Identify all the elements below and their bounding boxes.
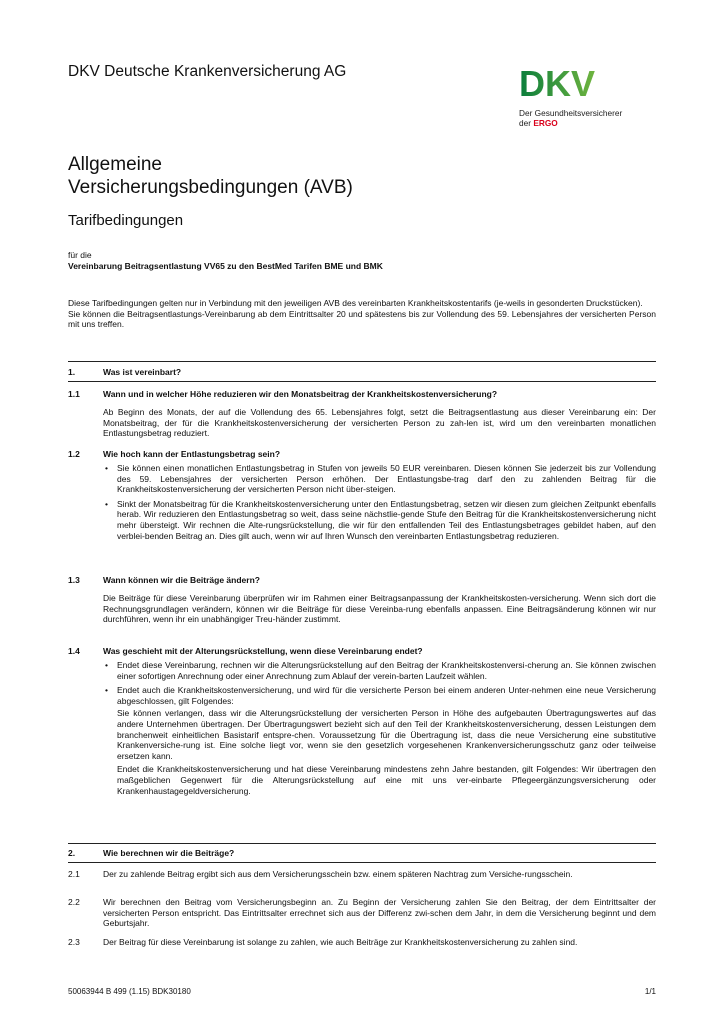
subsection-title: Wie hoch kann der Entlastungsbetrag sein? <box>103 449 281 459</box>
tagline-line1: Der Gesundheitsversicherer <box>519 108 623 118</box>
subsection-1-2-body <box>103 463 656 545</box>
page-number: 1/1 <box>644 987 656 996</box>
logo-tagline <box>519 108 659 128</box>
section-number: 2. <box>68 848 76 858</box>
subsection-2-1-text: Der zu zahlende Beitrag ergibt sich aus dem Versicherungsschein bzw. einem späteren Nachtrag zum Versiche-rungsschein. <box>103 869 573 879</box>
divider-section-2 <box>68 843 656 844</box>
title-line-1: Allgemeine <box>68 154 162 175</box>
title-line-2: Versicherungsbedingungen (AVB) <box>68 177 353 198</box>
tagline-line2 <box>519 118 659 128</box>
divider-section-1-bottom <box>68 381 656 382</box>
intro-paragraph-2: Sie können die Beitragsentlastungs-Vereinbarung ab dem Eintrittsalter 20 und spätestens bis zur Vollendung des 59. Lebensjahres der versicherten Person mit uns treffen. <box>68 308 656 330</box>
list-item-intro: • Endet auch die Krankheitskostenversicherung, und wird für die versicherte Person bei einem anderen Unter-nehmen eine neue Versicherung abgeschlossen, gilt Folgendes: <box>117 685 656 706</box>
document-title <box>68 153 353 199</box>
list-item-paragraph: Sie können verlangen, dass wir die Alterungsrückstellung der versicherten Person in Höhe des aufgebauten Übertragungswertes auf das andere Unternehmen übertragen. Der Übertragungswert bezieht sich auf den Teil der Krankheitskostenversicherung, dessen Leistungen dem branchenweit einheitlichen Basistarif entspre-chen. Voraussetzung für die Übertragung ist, dass die neue Versicherung eine substitutive Krankenversiche-rung ist. Eine solche liegt vor, wenn sie den gesetzlich vorgesehenen Krankenversicherungsschutz ganz oder teilweise ersetzen kann. <box>117 708 656 761</box>
subsection-title: Was geschieht mit der Alterungsrückstellung, wenn diese Vereinbarung endet? <box>103 646 423 656</box>
list-item-paragraph: Endet die Krankheitskostenversicherung und hat diese Vereinbarung mindestens zehn Jahre bestanden, gilt Folgendes: Wir übertragen den maßgeblichen Gegenwert für die Alterungsrückstellung auf eine mit uns ver-einbarte Pflegeergänzungsversicherung oder Krankenhaustagegeldversicherung. <box>117 764 656 796</box>
subsection-title: Wann können wir die Beiträge ändern? <box>103 575 260 585</box>
agreement-title: Vereinbarung Beitragsentlastung VV65 zu den BestMed Tarifen BME und BMK <box>68 261 383 271</box>
subsection-number: 1.3 <box>68 575 80 585</box>
footer-code: 50063944 B 499 (1.15) BDK30180 <box>68 987 191 996</box>
subsection-1-1-text: Ab Beginn des Monats, der auf die Vollendung des 65. Lebensjahres folgt, setzt die Beitragsentlastung aus dieser Vereinbarung ein: Der Monatsbeitrag, der für die Krankheitskostenversicherung der versicherten Person zu zah-len ist, wird um den vereinbarten monatlichen Entlastungsbetrag reduziert. <box>103 407 656 439</box>
divider-section-2-bottom <box>68 862 656 863</box>
dkv-logo-mark <box>519 66 639 106</box>
section-title: Wie berechnen wir die Beiträge? <box>103 848 235 858</box>
subsection-number: 1.4 <box>68 646 80 656</box>
list-item <box>103 685 656 796</box>
intro-paragraph-1: Diese Tarifbedingungen gelten nur in Verbindung mit den jeweiligen AVB des vereinbarten Krankheitskostentarifs (je-weils in gesonderten Druckstücken). <box>68 298 643 308</box>
subsection-1-3-text: Die Beiträge für diese Vereinbarung überprüfen wir im Rahmen einer Beitragsanpassung der Krankheitskosten-versicherung. Wenn sich dort die Rechnungsgrundlagen verändern, können wir die Beiträge für diese Vereinba-rung ebenfalls anpassen. Eine Beitragsänderung können wir nur durchführen, wenn ihr ein unabhängiger Treu-händer zustimmt. <box>103 593 656 625</box>
subsection-number: 1.2 <box>68 449 80 459</box>
ergo-brand: ERGO <box>533 118 558 128</box>
tagline-der: der <box>519 118 531 128</box>
subsection-number: 2.3 <box>68 937 80 947</box>
subsection-number: 2.1 <box>68 869 80 879</box>
section-number: 1. <box>68 367 76 377</box>
subsection-number: 2.2 <box>68 897 80 907</box>
subsection-2-2-text: Wir berechnen den Beitrag vom Versicherungsbeginn an. Zu Beginn der Versicherung zahlen Sie den Beitrag, der dem Eintrittsalter der versicherten Person entspricht. Das Eintrittsalter errechnet sich aus der Differenz zwi-schen dem Jahr, in dem die Versicherung beginnt und dem Geburtsjahr. <box>103 897 656 929</box>
intro-text <box>68 298 656 330</box>
subsection-number: 1.1 <box>68 389 80 399</box>
subsection-1-4-body <box>103 660 656 800</box>
section-title: Was ist vereinbart? <box>103 367 182 377</box>
fuer-die-label: für die <box>68 250 92 260</box>
logo-text: DKV <box>519 66 596 104</box>
company-name: DKV Deutsche Krankenversicherung AG <box>68 63 347 80</box>
list-item: • Sinkt der Monatsbeitrag für die Krankheitskostenversicherung unter den Entlastungsbetrag, setzen wir diesen zum gleichen Zeitpunkt ebenfalls herab. Wir reduzieren den Entlastungsbetrag so weit, dass seine nächstlie-gende Stufe den Beitrag für die Krankheitskostenversicherung nicht mehr übersteigt. Wir rechnen die Alte-rungsrückstellung, die wir für den entfallenden Teil des Entlastungsbetrages gebildet haben, auf den verblei-benden Beitrag an. Dies gilt auch, wenn wir auf Ihren Wunsch den vereinbarten Entlastungsbetrag reduzieren. <box>103 499 656 541</box>
list-item: • Endet diese Vereinbarung, rechnen wir die Alterungsrückstellung auf den Beitrag der Krankheitskostenversi-cherung an. Sie können zwischen einer sofortigen Anrechnung oder einer Anrechnung zum Ablauf der verein-barten Laufzeit wählen. <box>103 660 656 681</box>
subtitle: Tarifbedingungen <box>68 212 184 229</box>
subsection-title: Wann und in welcher Höhe reduzieren wir den Monatsbeitrag der Krankheitskostenversicherung? <box>103 389 498 399</box>
dkv-logo <box>519 66 659 128</box>
divider-section-1 <box>68 361 656 362</box>
subsection-2-3-text: Der Beitrag für diese Vereinbarung ist solange zu zahlen, wie auch Beiträge zur Krankheitskostenversicherung zu zahlen sind. <box>103 937 578 947</box>
list-item: • Sie können einen monatlichen Entlastungsbetrag in Stufen von jeweils 50 EUR vereinbaren. Diesen können Sie jederzeit bis zur Vollendung des 59. Lebensjahres der versicherten Person erhöhen. Der Entlastungsbe-trag darf den zu zahlenden Beitrag für die Krankheitskostenversicherung der versicherten Person nicht über-steigen. <box>103 463 656 495</box>
